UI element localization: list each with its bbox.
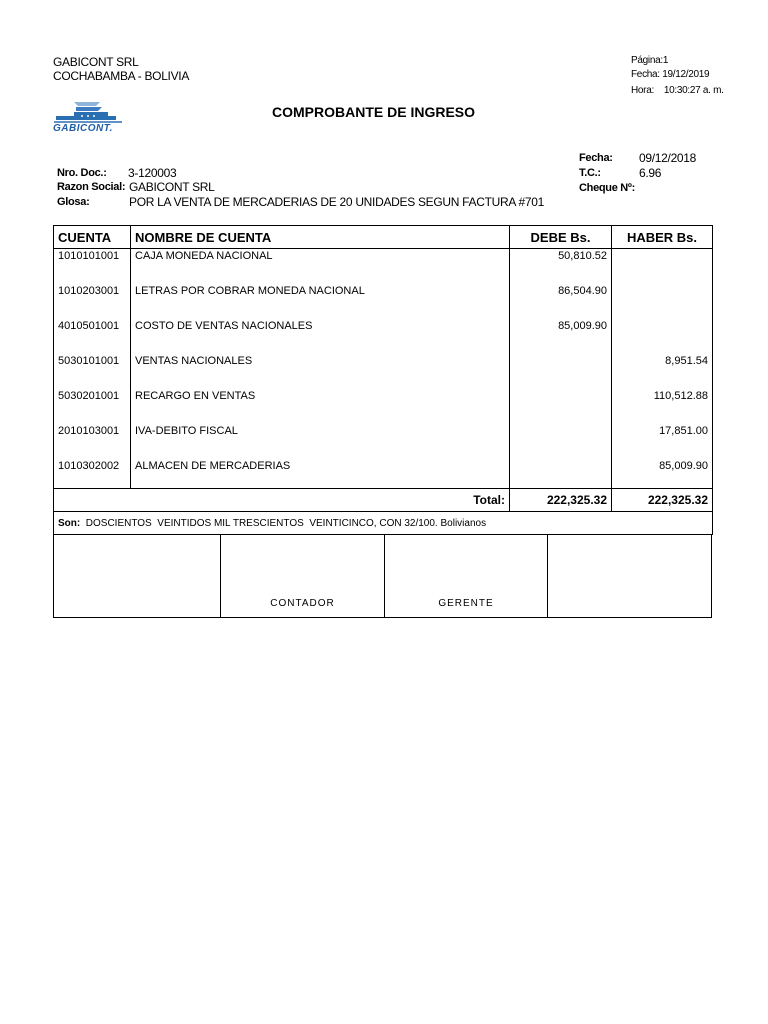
account-name: COSTO DE VENTAS NACIONALES — [131, 319, 510, 354]
tc-label: T.C.: — [579, 167, 601, 179]
table-row — [54, 284, 713, 319]
account-name: VENTAS NACIONALES — [131, 354, 510, 389]
table-row — [54, 424, 713, 459]
glosa-value: POR LA VENTA DE MERCADERIAS DE 20 UNIDADES SEGUN FACTURA #701 — [129, 195, 544, 209]
fecha-value: 09/12/2018 — [639, 151, 697, 165]
account-name: RECARGO EN VENTAS — [131, 389, 510, 424]
debit-amount — [510, 354, 612, 389]
signature-box-gerente — [385, 535, 548, 617]
column-header-haber: HABER Bs. — [612, 226, 713, 249]
account-code: 1010203001 — [54, 284, 131, 319]
nro-doc-label: Nro. Doc.: — [57, 167, 107, 179]
debit-amount — [510, 459, 612, 489]
contador-label: CONTADOR — [270, 598, 335, 609]
total-label: Total: — [54, 489, 510, 512]
print-time: Hora: 10:30:27 a. m. — [631, 85, 724, 96]
credit-amount — [612, 284, 713, 319]
page-number: Página:1 — [631, 55, 669, 66]
table-header-row — [54, 226, 713, 249]
column-header-nombre: NOMBRE DE CUENTA — [131, 226, 510, 249]
debit-amount — [510, 424, 612, 459]
razon-social-label: Razon Social: — [57, 181, 126, 193]
table-row — [54, 389, 713, 424]
company-city: COCHABAMBA - BOLIVIA — [53, 69, 190, 83]
debit-amount: 50,810.52 — [510, 249, 612, 285]
glosa-label: Glosa: — [57, 196, 90, 208]
account-code: 5030101001 — [54, 354, 131, 389]
signature-section — [53, 535, 712, 618]
table-row — [54, 354, 713, 389]
account-name: CAJA MONEDA NACIONAL — [131, 249, 510, 285]
cheque-label: Cheque Nº: — [579, 182, 636, 194]
credit-amount: 8,951.54 — [612, 354, 713, 389]
account-code: 2010103001 — [54, 424, 131, 459]
account-name: IVA-DEBITO FISCAL — [131, 424, 510, 459]
print-date: Fecha: 19/12/2019 — [631, 69, 710, 80]
total-credit: 222,325.32 — [612, 489, 713, 512]
debit-amount: 86,504.90 — [510, 284, 612, 319]
total-debit: 222,325.32 — [510, 489, 612, 512]
column-header-cuenta: CUENTA — [54, 226, 131, 249]
credit-amount: 85,009.90 — [612, 459, 713, 489]
tc-value: 6.96 — [639, 166, 662, 180]
company-logo — [52, 96, 132, 140]
logo-text: GABICONT. — [53, 123, 113, 134]
account-name: ALMACEN DE MERCADERIAS — [131, 459, 510, 489]
column-header-debe: DEBE Bs. — [510, 226, 612, 249]
gerente-label: GERENTE — [438, 598, 494, 609]
amount-in-words-cell — [54, 512, 713, 535]
amount-in-words-row — [54, 512, 713, 535]
account-code: 1010302002 — [54, 459, 131, 489]
debit-amount — [510, 389, 612, 424]
nro-doc-value: 3-120003 — [128, 166, 177, 180]
credit-amount — [612, 319, 713, 354]
company-name: GABICONT SRL — [53, 55, 139, 69]
total-row — [54, 489, 713, 512]
document-title: COMPROBANTE DE INGRESO — [272, 104, 476, 120]
account-code: 4010501001 — [54, 319, 131, 354]
razon-social-value: GABICONT SRL — [129, 180, 215, 194]
ledger-table — [53, 225, 713, 535]
table-row — [54, 459, 713, 489]
son-label: Son: — [58, 517, 81, 529]
signature-box-contador — [221, 535, 385, 617]
credit-amount: 17,851.00 — [612, 424, 713, 459]
fecha-label: Fecha: — [579, 152, 613, 164]
account-code: 1010101001 — [54, 249, 131, 285]
account-code: 5030201001 — [54, 389, 131, 424]
amount-in-words: DOSCIENTOS VEINTIDOS MIL TRESCIENTOS VEINTICINCO, CON 32/100. Bolivianos — [85, 517, 487, 529]
table-row — [54, 249, 713, 285]
credit-amount: 110,512.88 — [612, 389, 713, 424]
debit-amount: 85,009.90 — [510, 319, 612, 354]
table-row — [54, 319, 713, 354]
account-name: LETRAS POR COBRAR MONEDA NACIONAL — [131, 284, 510, 319]
signature-box-blank-left — [54, 535, 221, 617]
signature-box-blank-right — [548, 535, 711, 617]
credit-amount — [612, 249, 713, 285]
